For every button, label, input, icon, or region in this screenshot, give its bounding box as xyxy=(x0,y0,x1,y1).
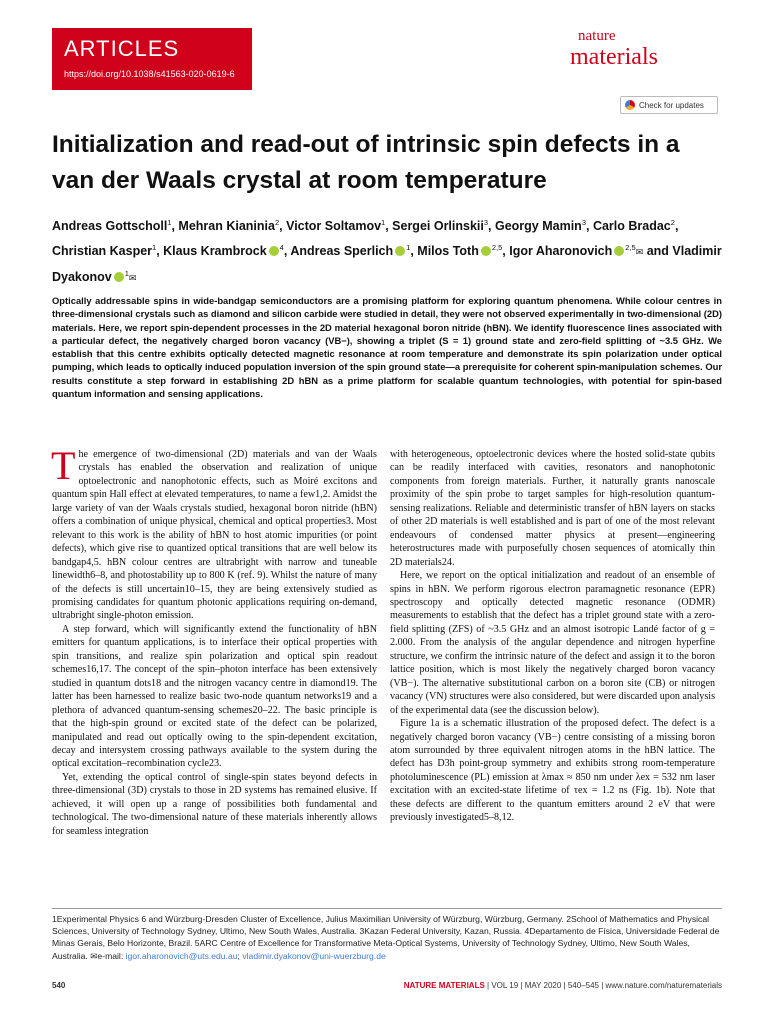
body-column-right xyxy=(390,448,715,825)
paragraph: A step forward, which will significantly extend the functionality of hBN emitters for quantum applications, is to interface their optical properties with spin transitions, and realize spin polarization and optical spin readout schemes16,17. The concept of the spin–photon interface has been extensively studied in quantum dots18 and the nitrogen vacancy centre in diamond19. The latter has been harnessed to realize basic two-node quantum networks19 and a plethora of advanced quantum-sensing schemes20–22. The basic principle is that the high-spin ground or excited state of the defect can be polarized, manipulated and read out optically owing to the spin-dependent excitation, decay and intersystem crossing pathways available to the system during the optical excitation–recombination cycle23. xyxy=(52,623,377,770)
author[interactable]: Sergei Orlinskii xyxy=(392,219,484,234)
crossmark-icon xyxy=(625,100,635,110)
orcid-icon[interactable] xyxy=(395,246,405,256)
paragraph: Yet, extending the optical control of single-spin states beyond defects in three-dimensional (3D) crystals to those in 2D systems has remained elusive. If achieved, it will open up a range of possibilities both fundamental and technological. The two-dimensional nature of these materials inherently allows for seamless integration xyxy=(52,771,377,837)
email-icon[interactable]: ✉ xyxy=(635,247,644,258)
journal-logo-top: nature xyxy=(578,28,616,44)
author[interactable]: Mehran Kianinia xyxy=(178,219,275,234)
orcid-icon[interactable] xyxy=(269,246,279,256)
email-label: e-mail: xyxy=(97,950,124,961)
abstract: Optically addressable spins in wide-bandgap semiconductors are a promising platform for exploring quantum phenomena. While colour centres in three-dimensional crystals such as diamond and silicon carbide were studied in detail, they were not observed experimentally in two-dimensional (2D) materials. Here, we report spin-dependent processes in the 2D material hexagonal boron nitride (hBN). We identify fluorescence lines associated with a particular defect, the negatively charged boron vacancy (VB−), showing a triplet (S = 1) ground state and zero-field splitting of ~3.5 GHz. We establish that this centre exhibits optically detected magnetic resonance at room temperature and demonstrate its spin polarization under optical pumping, which leads to optically induced population inversion of the spin ground state—a prerequisite for coherent spin-manipulation schemes. Our results constitute a step forward in establishing 2D hBN as a prime platform for scalable quantum technologies, with potential for spin-based quantum information and sensing applications. xyxy=(52,295,722,400)
author[interactable]: Georgy Mamin xyxy=(495,219,582,234)
orcid-icon[interactable] xyxy=(481,246,491,256)
section-label: ARTICLES xyxy=(64,36,180,61)
email-icon[interactable]: ✉ xyxy=(128,273,137,284)
doi-link[interactable]: https://doi.org/10.1038/s41563-020-0619-6 xyxy=(64,69,235,79)
paragraph: The emergence of two-dimensional (2D) materials and van der Waals crystals has enabled the observation and realization of unique optoelectronic and nanophotonic effects, such as Moiré excitons and quantum spin Hall effect at elevated temperatures, to name a few1,2. Amidst the large variety of van der Waals crystals studied, hexagonal boron nitride (hBN) offers a combination of unique physical, chemical and optical properties3. Most relevant to this work is the ability of hBN to host atomic impurities (or point defects), which give rise to quantized optical transitions that are well below its bandgap4,5. hBN colour centres are ultrabright with narrow and tuneable linewidth6–8, and photostability up to 800 K (ref. 9). Whilst the nature of many of the defects is still uncertain10–15, they are being extensively studied as promising candidates for quantum photonic applications requiring on-demand, ultrabright single-photon emission. xyxy=(51,443,377,622)
author[interactable]: Igor Aharonovich xyxy=(509,244,613,259)
check-updates-label: Check for updates xyxy=(639,100,704,110)
footnote-divider xyxy=(52,908,722,909)
author[interactable]: Klaus Krambrock xyxy=(163,244,267,259)
footer-citation xyxy=(404,981,722,990)
author[interactable]: Victor Soltamov xyxy=(286,219,382,234)
author[interactable]: Christian Kasper xyxy=(52,244,153,259)
articles-banner xyxy=(52,28,252,90)
body-column-left xyxy=(51,443,377,838)
page-number: 540 xyxy=(52,981,66,990)
author[interactable]: Vladimir Dyakonov xyxy=(52,244,722,285)
affiliations: 1Experimental Physics 6 and Würzburg-Dresden Cluster of Excellence, Julius Maximilian University of Würzburg, Würzburg, Germany. 2School of Mathematics and Physical Sciences, University of Technology Sydney, Ultimo, New South Wales, Australia. 3Kazan Federal University, Kazan, Russia. 4Departamento de Física, Universidade Federal de Minas Gerais, Belo Horizonte, Brazil. 5ARC Centre of Excellence for Transformative Meta-Optical Systems, University of Technology Sydney, Ultimo, New South Wales, Australia. ✉e-mail: igor.aharonovich@uts.edu.au; vladimir.dyakonov@uni-wuerzburg.de xyxy=(52,914,720,961)
author[interactable]: Carlo Bradac xyxy=(592,219,671,234)
author[interactable]: Andreas Gottscholl xyxy=(52,219,168,234)
email-icon: ✉ xyxy=(90,950,98,961)
paragraph: Figure 1a is a schematic illustration of the proposed defect. The defect is a negatively charged boron vacancy (VB−) centre consisting of a missing boron atom surrounded by three equivalent nitrogen atoms in the hBN lattice. The defect has D3h point-group symmetry and exhibits strong room-temperature photoluminescence (PL) emission at λmax ≈ 850 nm under λex = 532 nm laser excitation with an excited-state lifetime of τex = 1.2 ns (Fig. 1b). Note that these defects are different to the quantum emitters around 2 eV that were previously investigated5–8,12. xyxy=(390,718,715,824)
journal-logo[interactable] xyxy=(570,28,718,70)
author[interactable]: Andreas Sperlich xyxy=(290,244,394,259)
journal-logo-bottom: materials xyxy=(570,44,658,70)
paragraph: with heterogeneous, optoelectronic devices where the hosted solid-state qubits can be readily interfaced with cavities, resonators and nanophotonic components from foreign materials. Further, it naturally grants nanoscale proximity of the spin probe to target samples for high-resolution quantum-sensing realizations. Reliable and deterministic transfer of hBN layers on stacks of other 2D materials is well established and is part of one of the most relevant endeavours of condensed matter physics at present—engineering heterostructures made with purposefully chosen sequences of atomically thin 2D materials24. xyxy=(390,449,715,568)
check-updates-button[interactable] xyxy=(620,96,718,114)
paragraph: Here, we report on the optical initialization and readout of an ensemble of spins in hBN. We perform rigorous electron paramagnetic resonance (EPR) spectroscopy and optically detected magnetic resonance (ODMR) measurements to establish that the defect has a triplet ground state with a zero-field splitting (ZFS) of ~3.5 GHz and an almost isotropic Landé factor of g = 2.000. From the analysis of the angular dependence and nitrogen hyperfine structure, we confirm the intrinsic nature of the defect and assign it to the boron lattice position, which is most likely the negatively charged boron vacancy (VB−). The alternative substitutional carbon on a boron site (CB) or nitrogen vacancy (VN) structures were also considered, but were discarded upon analysis of the experimental data (see the discussion below). xyxy=(390,570,715,716)
footer-journal: NATURE MATERIALS xyxy=(403,981,485,990)
email-link-dyakonov[interactable]: vladimir.dyakonov@uni-wuerzburg.de xyxy=(242,950,386,961)
article-title: Initialization and read-out of intrinsic spin defects in a van der Waals crystal at room temperature xyxy=(52,131,680,194)
orcid-icon[interactable] xyxy=(114,272,124,282)
orcid-icon[interactable] xyxy=(614,246,624,256)
author[interactable]: Milos Toth xyxy=(417,244,479,259)
email-link-aharonovich[interactable]: igor.aharonovich@uts.edu.au xyxy=(125,950,238,961)
drop-cap: T xyxy=(51,443,76,488)
author-list: Andreas Gottscholl$^1$, Mehran Kianinia$^2$, Victor Soltamov$^1$, Sergei Orlinskii$^3$, Georgy Mamin$^3$, Carlo Bradac$^2$, Christian Kasper$^1$, Klaus Krambrock $^4$, Andreas Sperlich $^1$, Milos Toth $^{2,5}$, Igor Aharonovich $^{2,5}$✉ and Vladimir Dyakonov $^1$✉ xyxy=(52,218,722,285)
footer-details[interactable]: | VOL 19 | MAY 2020 | 540–545 | www.nature.com/naturematerials xyxy=(487,981,722,990)
affiliation-text: 1Experimental Physics 6 and Würzburg-Dresden Cluster of Excellence, Julius Maximilian University of Würzburg, Würzburg, Germany. 2School of Mathematics and Physical Sciences, University of Technology Sydney, Ultimo, New South Wales, Australia. 3Kazan Federal University, Kazan, Russia. 4Departamento de Física, Universidade Federal de Minas Gerais, Belo Horizonte, Brazil. 5ARC Centre of Excellence for Transformative Meta-Optical Systems, University of Technology Sydney, Ultimo, New South Wales, Australia. xyxy=(52,914,720,961)
